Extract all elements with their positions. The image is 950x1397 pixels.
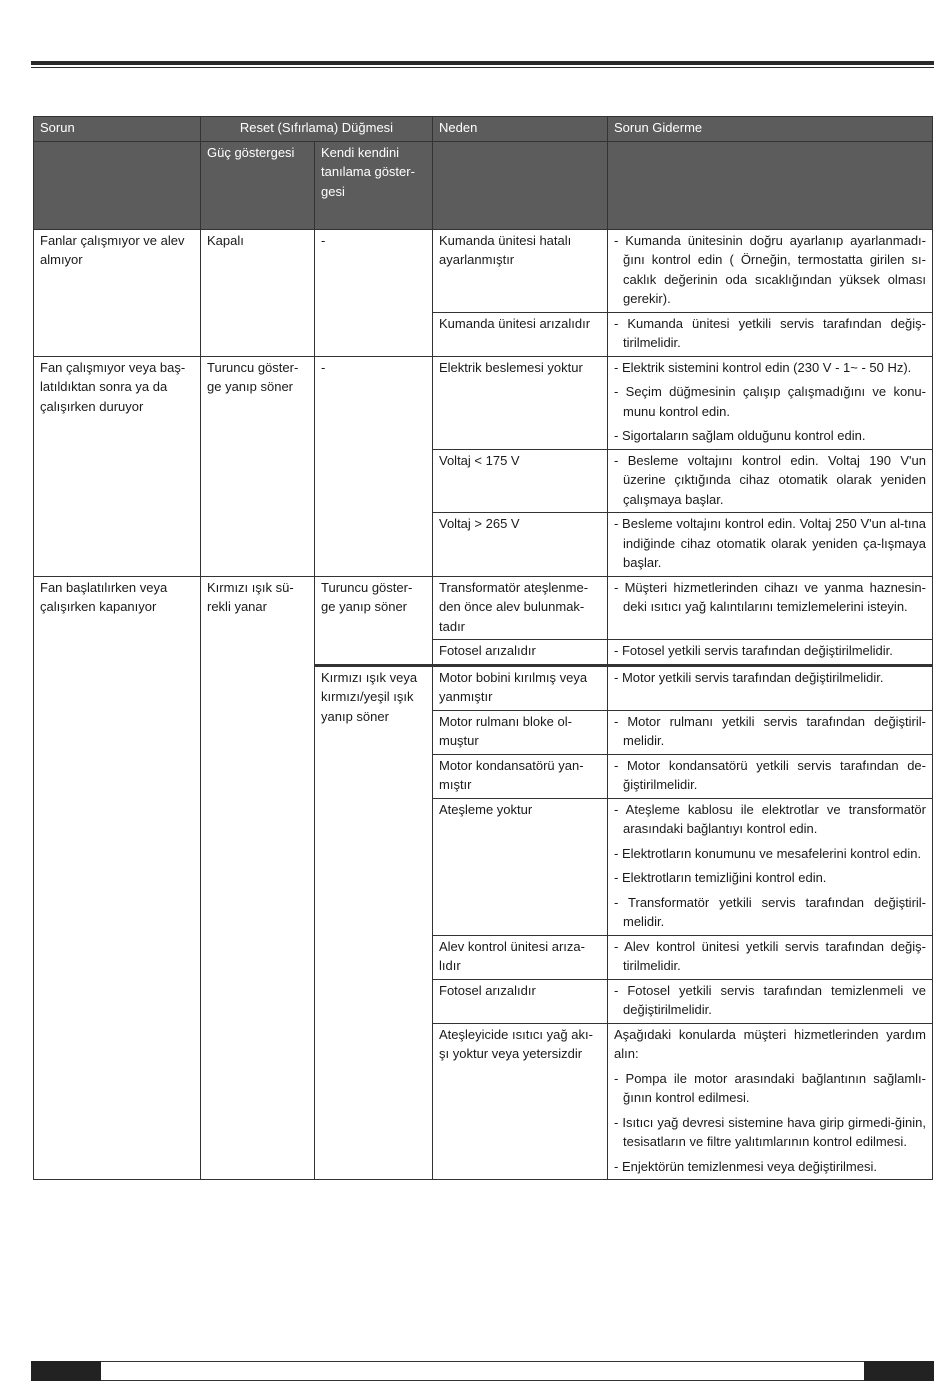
- remedy-item: - Motor rulmanı yetkili servis tarafından değiştiril-melidir.: [614, 713, 926, 748]
- remedy-item: - Alev kontrol ünitesi yetkili servis tarafından değiş-tirilmelidir.: [614, 938, 926, 973]
- problem-cell: Fan çalışmıyor veya baş-latıldıktan sonra ya da çalışırken duruyor: [34, 356, 201, 576]
- remedy-item: - Elektrik sistemini kontrol edin (230 V - 1~ - 50 Hz).: [614, 359, 912, 375]
- self-diagnostic-cell: Kırmızı ışık veya kırmızı/yeşil ışık yanıp söner: [315, 665, 433, 1180]
- remedy-item: - Elektrotların temizliğini kontrol edin.: [614, 870, 827, 885]
- table-row: [34, 576, 933, 640]
- remedy-item: - Kumanda ünitesinin doğru ayarlanıp ayarlanmadı-ğını kontrol edin ( Örneğin, termostatta girilen sı-caklık değerinin oda sıcaklığından yüksek olması gerekir).: [614, 232, 926, 306]
- remedy-item: - Elektrotların konumunu ve mesafelerini kontrol edin.: [614, 845, 922, 861]
- table-row: [34, 229, 933, 312]
- self-diagnostic-cell: -: [315, 356, 433, 576]
- cause-cell: Ateşleyicide ısıtıcı yağ akı-şı yoktur veya yetersizdir: [433, 1023, 608, 1180]
- remedy-cell: [608, 640, 933, 666]
- power-indicator-cell: Kırmızı ışık sü-rekli yanar: [201, 576, 315, 1180]
- header-row-sub: [34, 141, 933, 229]
- cause-cell: Voltaj < 175 V: [433, 449, 608, 513]
- remedy-item: - Motor kondansatörü yetkili servis tarafından de-ğiştirilmelidir.: [614, 757, 926, 792]
- cause-cell: Voltaj > 265 V: [433, 513, 608, 577]
- cause-cell: Ateşleme yoktur: [433, 798, 608, 935]
- power-indicator-cell: Turuncu göster-ge yanıp söner: [201, 356, 315, 576]
- cause-cell: Kumanda ünitesi arızalıdır: [433, 312, 608, 356]
- remedy-cell: [608, 513, 933, 577]
- remedy-item: - Transformatör yetkili servis tarafından değiştiril-melidir.: [614, 894, 926, 929]
- footer-block-right: [864, 1361, 934, 1381]
- remedy-item: - Isıtıcı yağ devresi sistemine hava girip girmedi-ğinin, tesisatların ve filtre yalıtımlarının kontrol edilmesi.: [614, 1114, 926, 1149]
- self-diagnostic-cell: Turuncu göster-ge yanıp söner: [315, 576, 433, 665]
- header-reset-button: Reset (Sıfırlama) Düğmesi: [201, 117, 433, 142]
- header-sub-empty-cause: [433, 141, 608, 229]
- header-sub-empty-remedy: [608, 141, 933, 229]
- header-power-indicator: Güç göstergesi: [201, 141, 315, 229]
- header-problem: Sorun: [34, 117, 201, 142]
- footer-bar: [31, 1361, 934, 1381]
- remedy-cell: [608, 798, 933, 935]
- problem-cell: Fan başlatılırken veya çalışırken kapanıyor: [34, 576, 201, 1180]
- cause-cell: Transformatör ateşlenme-den önce alev bulunmak-tadır: [433, 576, 608, 640]
- cause-cell: Motor bobini kırılmış veya yanmıştır: [433, 665, 608, 710]
- remedy-item: - Ateşleme kablosu ile elektrotlar ve transformatör arasındaki bağlantıyı kontrol edin.: [614, 801, 926, 836]
- remedy-item: - Besleme voltajını kontrol edin. Voltaj 250 V'un al-tına indiğinde cihaz otomatik olarak yeniden ça-lışmaya başlar.: [614, 516, 926, 570]
- remedy-cell: [608, 665, 933, 710]
- remedy-cell: [608, 449, 933, 513]
- header-rule-thin: [31, 67, 934, 68]
- header-rule-thick: [31, 61, 934, 65]
- cause-cell: Elektrik beslemesi yoktur: [433, 356, 608, 449]
- remedy-item: - Enjektörün temizlenmesi veya değiştirilmesi.: [614, 1158, 877, 1174]
- header-self-diagnostic: Kendi kendini tanılama göster-gesi: [315, 141, 433, 229]
- power-indicator-cell: Kapalı: [201, 229, 315, 356]
- remedy-cell: [608, 1023, 933, 1180]
- remedy-cell: [608, 312, 933, 356]
- header-remedy: Sorun Giderme: [608, 117, 933, 142]
- remedy-cell: [608, 979, 933, 1023]
- cause-cell: Kumanda ünitesi hatalı ayarlanmıştır: [433, 229, 608, 312]
- footer-block-left: [31, 1361, 101, 1381]
- remedy-item: - Fotosel yetkili servis tarafından değiştirilmelidir.: [614, 643, 893, 658]
- remedy-cell: [608, 710, 933, 754]
- remedy-item: - Pompa ile motor arasındaki bağlantının sağlamlı-ğının kontrol edilmesi.: [614, 1070, 926, 1105]
- remedy-cell: [608, 229, 933, 312]
- cause-cell: Fotosel arızalıdır: [433, 979, 608, 1023]
- remedy-item: - Müşteri hizmetlerinden cihazı ve yanma haznesin-deki ısıtıcı yağ kalıntılarını temizlemelerini isteyin.: [614, 579, 926, 614]
- table-row: [34, 356, 933, 449]
- cause-cell: Alev kontrol ünitesi arıza-lıdır: [433, 935, 608, 979]
- header-row-main: [34, 117, 933, 142]
- remedy-cell: [608, 356, 933, 449]
- remedy-item: - Besleme voltajını kontrol edin. Voltaj 190 V'un üzerine çıktığında cihaz otomatik olarak yeniden çalışmaya başlar.: [614, 452, 926, 507]
- remedy-intro: Aşağıdaki konularda müşteri hizmetlerinden yardım alın:: [614, 1026, 926, 1061]
- problem-cell: Fanlar çalışmıyor ve alev almıyor: [34, 229, 201, 356]
- self-diagnostic-cell: -: [315, 229, 433, 356]
- remedy-cell: [608, 754, 933, 798]
- remedy-item: - Seçim düğmesinin çalışıp çalışmadığını ve konu-munu kontrol edin.: [614, 384, 926, 419]
- remedy-cell: [608, 935, 933, 979]
- cause-cell: Fotosel arızalıdır: [433, 640, 608, 666]
- remedy-item: - Motor yetkili servis tarafından değiştirilmelidir.: [614, 669, 884, 685]
- remedy-item: - Sigortaların sağlam olduğunu kontrol edin.: [614, 428, 866, 443]
- header-sub-empty-problem: [34, 141, 201, 229]
- remedy-item: - Kumanda ünitesi yetkili servis tarafından değiş-tirilmelidir.: [614, 315, 926, 350]
- remedy-cell: [608, 576, 933, 640]
- cause-cell: Motor rulmanı bloke ol-muştur: [433, 710, 608, 754]
- troubleshooting-table: [33, 116, 933, 1180]
- remedy-item: - Fotosel yetkili servis tarafından temizlenmeli ve değiştirilmelidir.: [614, 982, 926, 1017]
- header-cause: Neden: [433, 117, 608, 142]
- cause-cell: Motor kondansatörü yan-mıştır: [433, 754, 608, 798]
